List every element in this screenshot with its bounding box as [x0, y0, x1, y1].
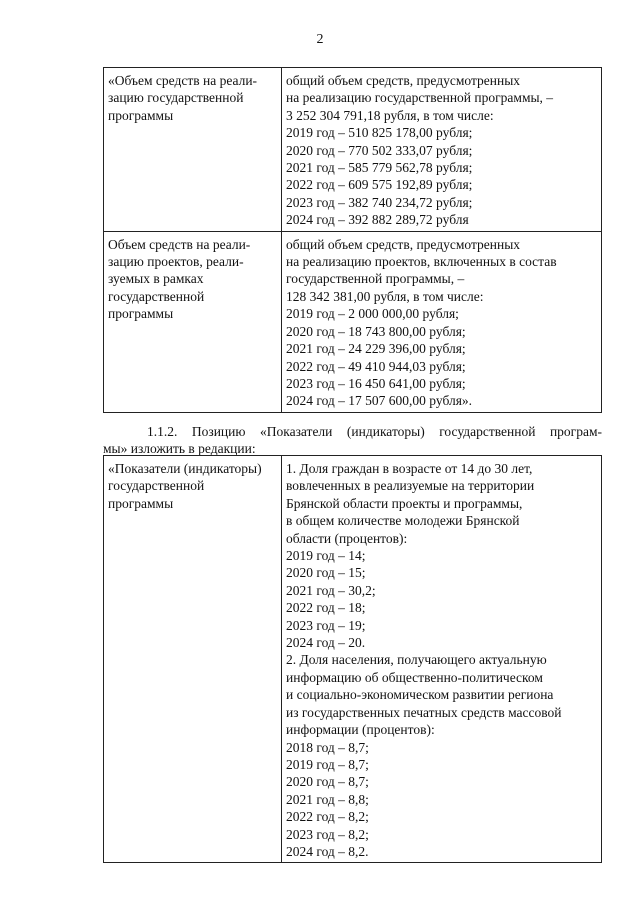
- cell-line: 1. Доля граждан в возрасте от 14 до 30 лет,: [286, 461, 533, 476]
- row-1-value-cell: [282, 68, 602, 232]
- cell-line: 2024 год – 392 882 289,72 рубля: [286, 212, 469, 228]
- paragraph-word: «Показатели: [259, 424, 333, 439]
- page-number: 2: [316, 32, 324, 47]
- cell-line: 2023 год – 16 450 641,00 рубля;: [286, 375, 466, 391]
- cell-line: на реализацию государственной программы, –: [286, 90, 554, 106]
- cell-line: информации (процентов):: [286, 722, 435, 738]
- cell-line: вовлеченных в реализуемые на территории: [286, 478, 535, 494]
- cell-line: 2023 год – 382 740 234,72 рубля;: [286, 194, 473, 210]
- cell-line: 2021 год – 30,2;: [286, 582, 376, 598]
- cell-line: 2018 год – 8,7;: [286, 739, 369, 755]
- cell-line: 2023 год – 19;: [286, 617, 366, 633]
- table-row: [104, 231, 602, 412]
- paragraph-word: 1.1.2.: [147, 424, 178, 439]
- cell-line: 2020 год – 770 502 333,07 рубля;: [286, 142, 473, 158]
- cell-line: области (процентов):: [286, 530, 408, 546]
- cell-line: 2021 год – 585 779 562,78 рубля;: [286, 160, 473, 176]
- amendment-paragraph: [103, 423, 602, 458]
- cell-line: 2022 год – 18;: [286, 600, 366, 616]
- cell-line: 2022 год – 8,2;: [286, 809, 369, 825]
- row-2-value-cell: [282, 231, 602, 412]
- cell-line: 2020 год – 18 743 800,00 рубля;: [286, 323, 466, 339]
- cell-line: 2021 год – 8,8;: [286, 791, 369, 807]
- cell-line: 2024 год – 8,2.: [286, 843, 369, 859]
- cell-line: программы: [108, 107, 174, 123]
- cell-line: 2020 год – 8,7;: [286, 774, 369, 790]
- paragraph-word: (индикаторы): [346, 424, 425, 439]
- cell-line: общий объем средств, предусмотренных: [286, 73, 521, 88]
- paragraph-word: государственной: [439, 424, 536, 439]
- cell-line: программы: [108, 306, 174, 322]
- cell-line: 2022 год – 49 410 944,03 рубля;: [286, 358, 466, 374]
- paragraph-second-line: мы» изложить в редакции:: [103, 441, 256, 457]
- table-row: [104, 68, 602, 232]
- cell-line: Брянской области проекты и программы,: [286, 495, 523, 511]
- cell-line: 2023 год – 8,2;: [286, 826, 369, 842]
- cell-line: 2022 год – 609 575 192,89 рубля;: [286, 177, 473, 193]
- table-row: [104, 456, 602, 863]
- row-2-label-cell: [104, 231, 282, 412]
- cell-line: государственной программы, –: [286, 271, 465, 287]
- cell-line: 2024 год – 17 507 600,00 рубля».: [286, 393, 473, 409]
- cell-line: информацию об общественно-политическом: [286, 669, 543, 685]
- paragraph-word: програм-: [549, 424, 602, 439]
- financing-table: [103, 67, 602, 413]
- indicators-table: [103, 455, 602, 863]
- cell-line: 2019 год – 510 825 178,00 рубля;: [286, 125, 473, 141]
- cell-line: государственной: [108, 478, 205, 494]
- cell-line: программы: [108, 495, 174, 511]
- cell-line: 2024 год – 20.: [286, 635, 366, 651]
- cell-line: общий объем средств, предусмотренных: [286, 236, 521, 252]
- cell-line: и социально-экономическом развитии региона: [286, 687, 554, 703]
- cell-line: 2019 год – 8,7;: [286, 756, 369, 772]
- cell-line: государственной: [108, 288, 205, 304]
- indicators-value-cell: [282, 456, 602, 863]
- cell-line: 2. Доля населения, получающего актуальную: [286, 652, 547, 668]
- indicators-label-cell: [104, 456, 282, 863]
- cell-line: 2019 год – 14;: [286, 548, 366, 564]
- cell-line: «Объем средств на реали-: [108, 73, 258, 88]
- cell-line: на реализацию проектов, включенных в состав: [286, 254, 557, 270]
- cell-line: «Показатели (индикаторы): [108, 461, 262, 476]
- row-1-label-cell: [104, 68, 282, 232]
- cell-line: 2021 год – 24 229 396,00 рубля;: [286, 341, 466, 357]
- cell-line: зуемых в рамках: [108, 271, 204, 287]
- cell-line: зацию государственной: [108, 90, 244, 106]
- cell-line: из государственных печатных средств массовой: [286, 704, 562, 720]
- cell-line: Объем средств на реали-: [108, 236, 251, 252]
- cell-line: 2019 год – 2 000 000,00 рубля;: [286, 306, 459, 322]
- cell-line: 2020 год – 15;: [286, 565, 366, 581]
- cell-line: 128 342 381,00 рубля, в том числе:: [286, 288, 484, 304]
- paragraph-word: Позицию: [191, 424, 246, 439]
- cell-line: зацию проектов, реали-: [108, 254, 244, 270]
- cell-line: 3 252 304 791,18 рубля, в том числе:: [286, 107, 494, 123]
- cell-line: в общем количестве молодежи Брянской: [286, 513, 520, 529]
- paragraph-first-line: [103, 423, 602, 440]
